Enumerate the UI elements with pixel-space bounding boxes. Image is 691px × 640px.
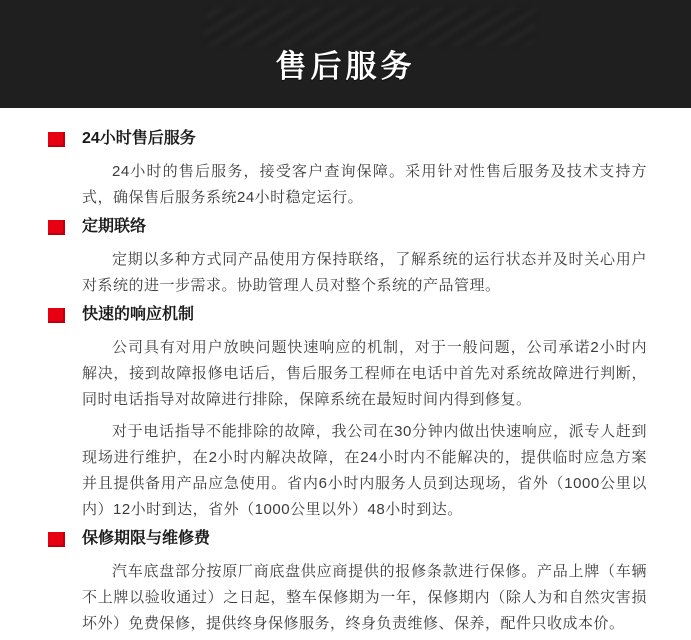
section-heading-row bbox=[48, 530, 647, 548]
section-heading-row bbox=[48, 130, 647, 148]
section-warranty-fees bbox=[48, 530, 647, 637]
red-square-bullet bbox=[48, 132, 65, 147]
section-regular-contact bbox=[48, 218, 647, 299]
section-paragraph: 24小时的售后服务，接受客户查询保障。采用针对性售后服务及技术支持方式，确保售后服务系统24小时稳定运行。 bbox=[82, 163, 647, 206]
section-title: 24小时售后服务 bbox=[82, 130, 196, 147]
section-title: 保修期限与维修费 bbox=[82, 530, 211, 547]
section-heading-row bbox=[48, 218, 647, 236]
section-paragraph: 汽车底盘部分按原厂商底盘供应商提供的报修条款进行保修。产品上牌（车辆不上牌以验收通过）之日起，整车保修期为一年，保修期内（除人为和自然灾害损坏外）免费保修，提供终身保修服务，终身负责维修、保养，配件只收成本价。 bbox=[82, 563, 647, 632]
red-square-bullet bbox=[48, 532, 65, 547]
section-paragraph: 对于电话指导不能排除的故障，我公司在30分钟内做出快速响应，派专人赶到现场进行维护，在2小时内解决故障，在24小时内不能解决的，提供临时应急方案并且提供备用产品应急使用。省内6小时内服务人员到达现场，省外（1000公里以内）12小时到达，省外（1000公里以外）48小时到达。 bbox=[82, 423, 647, 518]
section-paragraph: 定期以多种方式同产品使用方保持联络，了解系统的运行状态并及时关心用户对系统的进一步需求。协助管理人员对整个系统的产品管理。 bbox=[82, 251, 647, 294]
section-heading-row bbox=[48, 306, 647, 324]
page-title: 售后服务 bbox=[275, 49, 416, 84]
section-rapid-response bbox=[48, 306, 647, 523]
section-title: 快速的响应机制 bbox=[82, 306, 195, 323]
red-square-bullet bbox=[48, 220, 65, 235]
section-title: 定期联络 bbox=[82, 218, 147, 235]
header-banner bbox=[0, 0, 691, 108]
watermark-smudge bbox=[202, 8, 537, 46]
red-square-bullet bbox=[48, 308, 65, 323]
section-24h-service bbox=[48, 130, 647, 211]
section-paragraph: 公司具有对用户放映问题快速响应的机制，对于一般问题，公司承诺2小时内解决，接到故障报修电话后，售后服务工程师在电话中首先对系统故障进行判断，同时电话指导对故障进行排除，保障系统在最短时间内得到修复。 bbox=[82, 339, 647, 408]
content-area bbox=[0, 108, 691, 637]
